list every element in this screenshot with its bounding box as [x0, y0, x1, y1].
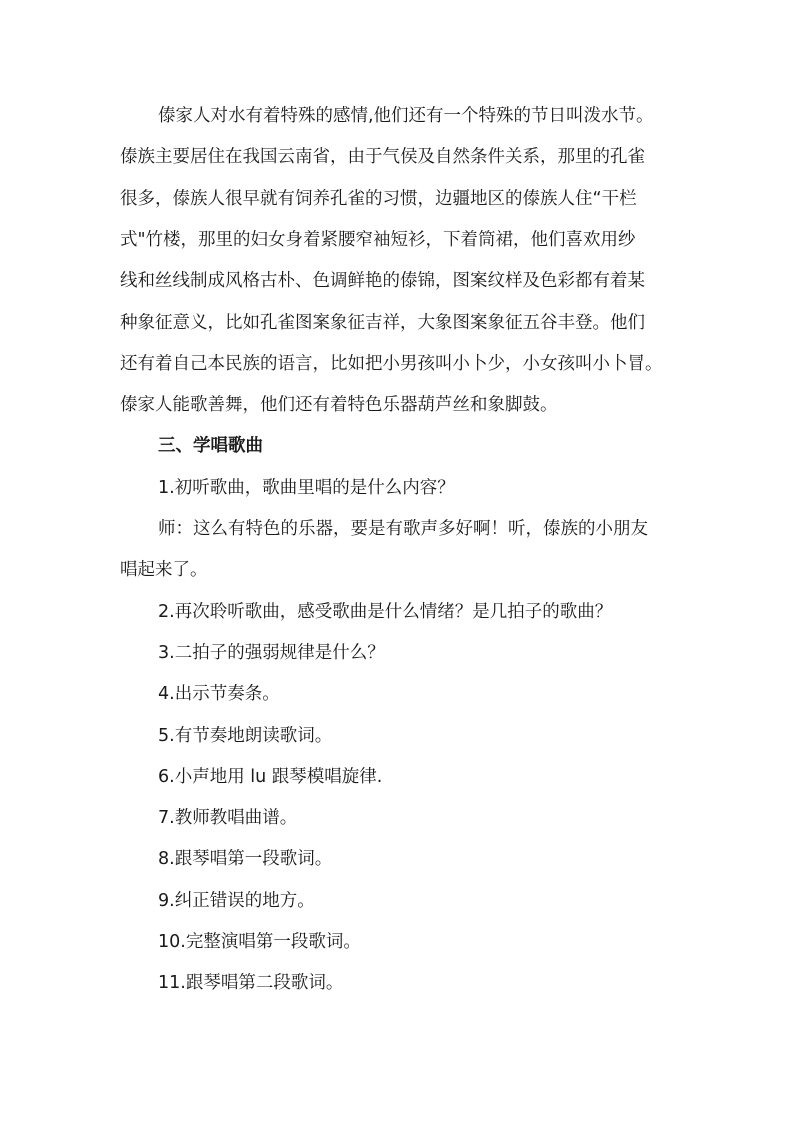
paragraph-line: 师：这么有特色的乐器，要是有歌声多好啊！听，傣族的小朋友 — [158, 519, 648, 539]
paragraph-line: 1.初听歌曲，歌曲里唱的是什么内容？ — [158, 478, 455, 498]
paragraph-line: 傣家人能歌善舞，他们还有着特色乐器葫芦丝和象脚鼓。 — [120, 395, 558, 415]
paragraph-line: 4.出示节奏条。 — [158, 684, 280, 704]
paragraph-line: 5.有节奏地朗读歌词。 — [158, 726, 333, 746]
paragraph-line: 唱起来了。 — [120, 560, 208, 580]
paragraph-line: 6.小声地用 lu 跟琴模唱旋律. — [158, 767, 383, 787]
paragraph-line: 式"竹楼，那里的妇女身着紧腰窄袖短衫，下着筒裙，他们喜欢用纱 — [120, 230, 636, 250]
paragraph-line: 3.二拍子的强弱规律是什么？ — [158, 643, 385, 663]
paragraph-line: 11.跟琴唱第二段歌词。 — [158, 973, 344, 993]
paragraph-line: 还有着自己本民族的语言，比如把小男孩叫小卜少，小女孩叫小卜冒。 — [120, 354, 663, 374]
paragraph-line: 线和丝线制成风格古朴、色调鲜艳的傣锦，图案纹样及色彩都有着某 — [120, 271, 645, 291]
paragraph-line: 9.纠正错误的地方。 — [158, 891, 315, 911]
paragraph-line: 8.跟琴唱第一段歌词。 — [158, 849, 333, 869]
paragraph-line: 傣家人对水有着特殊的感情,他们还有一个特殊的节日叫泼水节。 — [158, 106, 654, 126]
paragraph-line: 10.完整演唱第一段歌词。 — [158, 932, 361, 952]
section-heading: 三、学唱歌曲 — [158, 436, 263, 456]
paragraph-line: 2.再次聆听歌曲，感受歌曲是什么情绪？是几拍子的歌曲？ — [158, 602, 613, 622]
paragraph-line: 种象征意义，比如孔雀图案象征吉祥，大象图案象征五谷丰登。他们 — [120, 313, 645, 333]
paragraph-line: 很多，傣族人很早就有饲养孔雀的习惯，边疆地区的傣族人住“干栏 — [120, 189, 637, 209]
paragraph-line: 傣族主要居住在我国云南省，由于气侯及自然条件关系，那里的孔雀 — [120, 147, 645, 167]
paragraph-line: 7.教师教唱曲谱。 — [158, 808, 298, 828]
